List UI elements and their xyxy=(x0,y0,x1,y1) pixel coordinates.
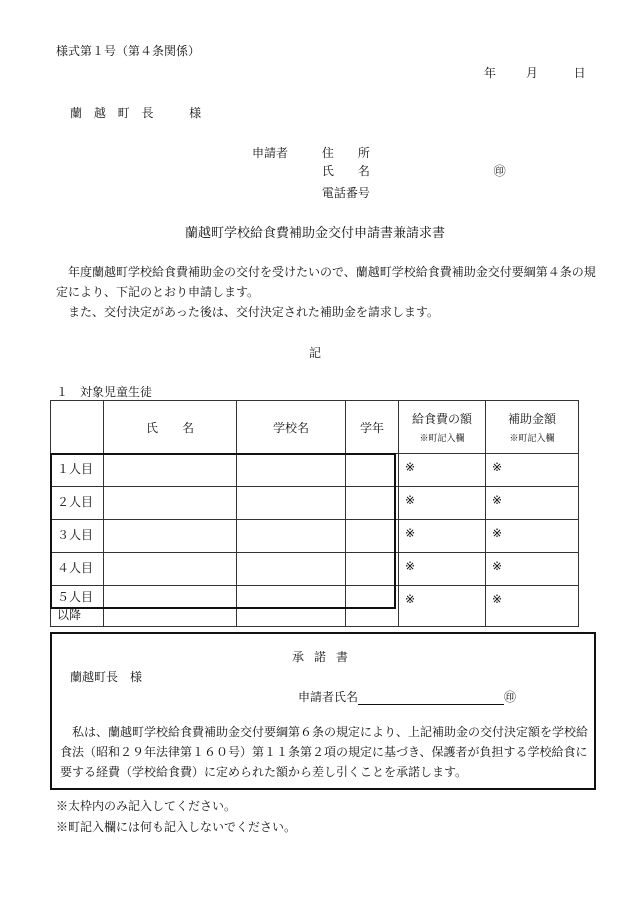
phone-label: 電話番号 xyxy=(321,186,370,200)
school-cell[interactable] xyxy=(237,520,346,553)
subsidy-cell: ※ xyxy=(486,586,579,627)
table-header-meal-fee: 給食費の額 ※町記入欄 xyxy=(399,401,486,454)
school-cell[interactable] xyxy=(237,487,346,520)
name-cell[interactable] xyxy=(104,520,237,553)
date-day-label: 日 xyxy=(573,66,586,80)
name-label: 氏 名 xyxy=(321,164,370,178)
grade-cell[interactable] xyxy=(346,454,399,487)
meal-fee-cell: ※ xyxy=(399,586,486,627)
applicant-label: 申請者 xyxy=(252,146,289,160)
row-label: ３人目 xyxy=(51,520,104,553)
table-row xyxy=(51,520,579,553)
table-row xyxy=(51,487,579,520)
table-header-subsidy-note: ※町記入欄 xyxy=(509,434,555,444)
consent-addressee: 蘭越町長 様 xyxy=(70,670,143,684)
body-text xyxy=(56,262,596,322)
table-header-name: 氏 名 xyxy=(104,401,237,454)
footnote: ※町記入欄には何も記入しないでください。 xyxy=(56,820,297,834)
consent-applicant-label: 申請者氏名 xyxy=(298,690,359,704)
meal-fee-cell: ※ xyxy=(399,487,486,520)
school-cell[interactable] xyxy=(237,454,346,487)
row-label: ２人目 xyxy=(51,487,104,520)
table-header-grade: 学年 xyxy=(346,401,399,454)
school-cell[interactable] xyxy=(237,586,346,627)
consent-applicant xyxy=(298,688,516,705)
consent-box xyxy=(50,632,596,790)
grade-cell[interactable] xyxy=(346,487,399,520)
row-label: ５人目 以降 xyxy=(51,586,104,627)
table-header-subsidy: 補助金額 ※町記入欄 xyxy=(486,401,579,454)
table-header-meal-fee-note: ※町記入欄 xyxy=(419,434,465,444)
table-row xyxy=(51,454,579,487)
subsidy-cell: ※ xyxy=(486,520,579,553)
date-line xyxy=(484,64,586,81)
row-label: ４人目 xyxy=(51,553,104,586)
ki-heading: 記 xyxy=(308,346,321,360)
grade-cell[interactable] xyxy=(346,553,399,586)
footnote: ※太枠内のみ記入してください。 xyxy=(56,799,237,813)
meal-fee-cell: ※ xyxy=(399,553,486,586)
name-cell[interactable] xyxy=(104,586,237,627)
date-month-label: 月 xyxy=(525,66,538,80)
meal-fee-cell: ※ xyxy=(399,454,486,487)
addressee: 蘭 越 町 長 様 xyxy=(70,106,206,120)
table-header-school: 学校名 xyxy=(237,401,346,454)
subsidy-cell: ※ xyxy=(486,487,579,520)
consent-seal-mark: ㊞ xyxy=(504,690,517,704)
document-title: 蘭越町学校給食費補助金交付申請書兼請求書 xyxy=(184,226,445,241)
subsidy-cell: ※ xyxy=(486,454,579,487)
grade-cell[interactable] xyxy=(346,586,399,627)
name-cell[interactable] xyxy=(104,487,237,520)
applicant-block xyxy=(252,144,506,202)
body-paragraph-2: また、交付決定があった後は、交付決定された補助金を請求します。 xyxy=(56,305,439,319)
table-header-row xyxy=(51,401,579,454)
seal-mark: ㊞ xyxy=(493,164,506,178)
section-1-label: １ 対象児童生徒 xyxy=(56,385,153,399)
row-label: １人目 xyxy=(51,454,104,487)
grade-cell[interactable] xyxy=(346,520,399,553)
body-paragraph-1: 年度蘭越町学校給食費補助金の交付を受けたいので、蘭越町学校給食費補助金交付要綱第４条の規定により、下記のとおり申請します。 xyxy=(56,265,596,299)
meal-fee-cell: ※ xyxy=(399,520,486,553)
table-header-blank xyxy=(51,401,104,454)
school-cell[interactable] xyxy=(237,553,346,586)
table-row xyxy=(51,586,579,627)
date-year-label: 年 xyxy=(484,66,497,80)
consent-text: 私は、蘭越町学校給食費補助金交付要綱第６条の規定により、上記補助金の交付決定額を学校給食法（昭和２９年法律第１６０号）第１１条第２項の規定に基づき、保護者が負担する学校給食に要する経費（学校給食費）に定められた額から差し引くことを承諾します。 xyxy=(60,725,589,779)
consent-title: 承諾書 xyxy=(291,650,358,664)
name-cell[interactable] xyxy=(104,454,237,487)
form-number: 様式第１号（第４条関係） xyxy=(56,44,201,58)
address-label: 住 所 xyxy=(321,146,370,160)
consent-signature-line[interactable] xyxy=(358,692,504,705)
table-row xyxy=(51,553,579,586)
student-table xyxy=(50,400,579,627)
subsidy-cell: ※ xyxy=(486,553,579,586)
name-cell[interactable] xyxy=(104,553,237,586)
